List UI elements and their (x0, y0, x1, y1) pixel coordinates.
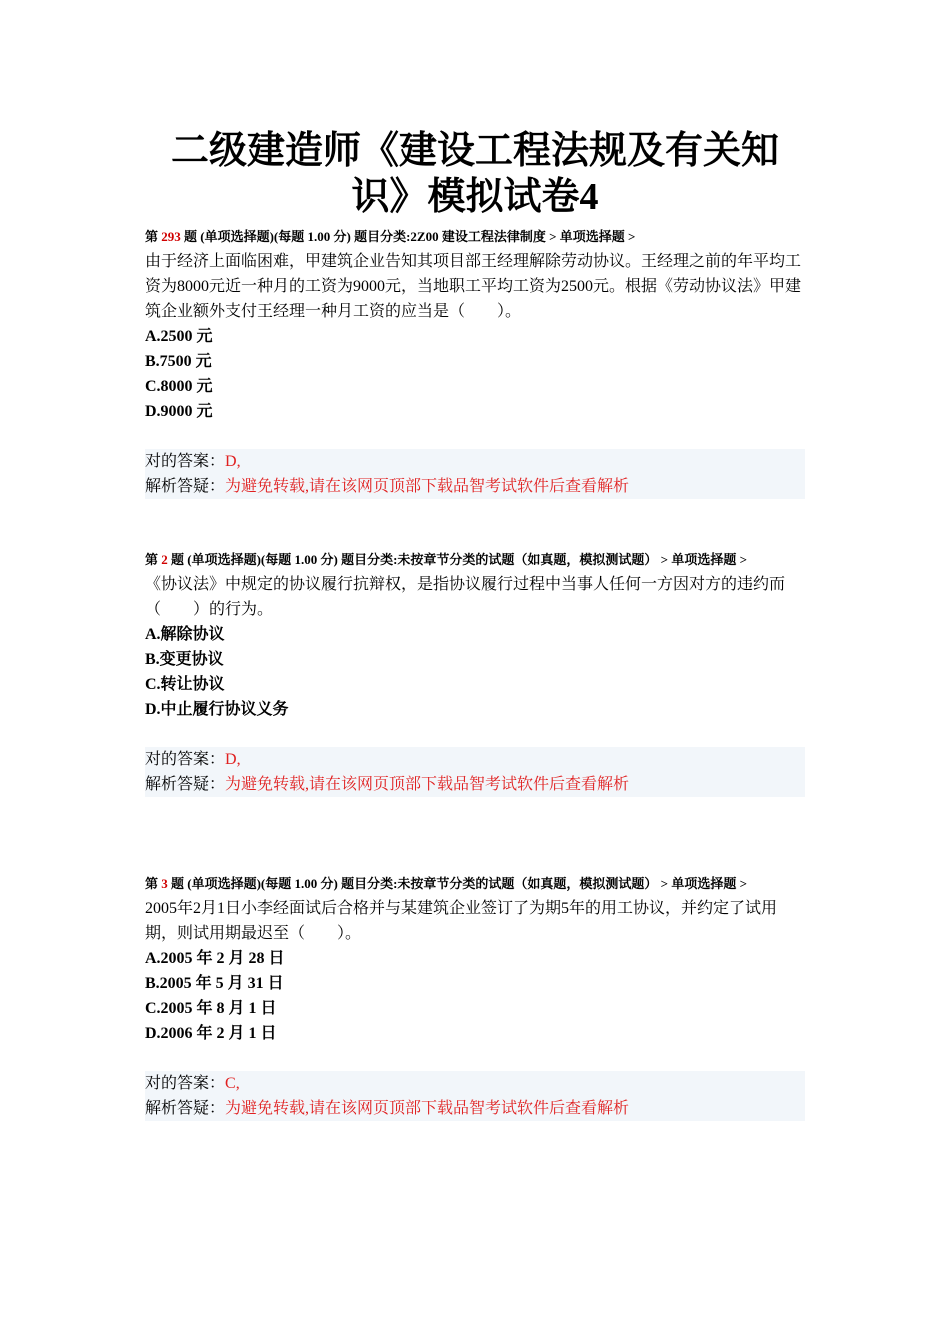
page-title (0, 128, 950, 220)
question-stem: 由于经济上面临困难，甲建筑企业告知其项目部王经理解除劳动协议。王经理之前的年平均工资为8000元近一种月的工资为9000元，当地职工平均工资为2500元。根据《劳动协议法》甲建筑企业额外支付王经理一种月工资的应当是（ ）。 (145, 253, 802, 320)
meta-text: 题 (单项选择题)(每题 1.00 分) 题目分类:未按章节分类的试题（如真题，模拟测试题） > 单项选择题 > (171, 552, 747, 567)
analysis-label: 解析答疑： (145, 776, 226, 793)
answer-label: 对的答案： (145, 1075, 226, 1092)
answer-line (145, 1071, 805, 1096)
question-3 (145, 871, 805, 1121)
option-a: A.解除协议 (145, 626, 225, 643)
analysis-label: 解析答疑： (145, 1100, 226, 1117)
answer-value: D, (225, 453, 241, 470)
question-stem: 《协议法》中规定的协议履行抗辩权，是指协议履行过程中当事人任何一方因对方的违约而（ ）的行为。 (145, 576, 786, 618)
question-number: 3 (161, 876, 168, 891)
answer-box (145, 1071, 805, 1121)
analysis-value: 为避免转载,请在该网页顶部下载品智考试软件后查看解析 (225, 1100, 630, 1117)
analysis-line (145, 772, 805, 797)
question-meta (145, 547, 805, 572)
question-number: 2 (161, 552, 168, 567)
answer-value: D, (225, 751, 241, 768)
meta-text: 题 (单项选择题)(每题 1.00 分) 题目分类:未按章节分类的试题（如真题，模拟测试题） > 单项选择题 > (171, 876, 747, 891)
question-meta (145, 871, 805, 896)
option-b: B.2005 年 5 月 31 日 (145, 975, 284, 992)
meta-text: 题 (单项选择题)(每题 1.00 分) 题目分类:2Z00 建设工程法律制度 > 单项选择题 > (184, 229, 636, 244)
title-line-1: 二级建造师《建设工程法规及有关知 (170, 130, 779, 172)
option-d: D.2006 年 2 月 1 日 (145, 1025, 277, 1042)
option-a: A.2500 元 (145, 328, 213, 345)
option-b: B.7500 元 (145, 353, 212, 370)
question-2 (145, 547, 805, 797)
answer-line (145, 449, 805, 474)
analysis-value: 为避免转载,请在该网页顶部下载品智考试软件后查看解析 (225, 478, 630, 495)
option-d: D.中止履行协议义务 (145, 701, 289, 718)
option-c: C.2005 年 8 月 1 日 (145, 1000, 277, 1017)
answer-value: C, (225, 1075, 240, 1092)
option-b: B.变更协议 (145, 651, 224, 668)
question-meta (145, 224, 805, 249)
question-stem: 2005年2月1日小李经面试后合格并与某建筑企业签订了为期5年的用工协议，并约定了试用期，则试用期最迟至（ ）。 (145, 900, 778, 942)
analysis-label: 解析答疑： (145, 478, 226, 495)
meta-prefix: 第 (145, 229, 159, 244)
answer-label: 对的答案： (145, 751, 226, 768)
analysis-line (145, 1096, 805, 1121)
question-number: 293 (161, 229, 181, 244)
answer-line (145, 747, 805, 772)
answer-box (145, 449, 805, 499)
analysis-value: 为避免转载,请在该网页顶部下载品智考试软件后查看解析 (225, 776, 630, 793)
meta-prefix: 第 (145, 876, 159, 891)
option-d: D.9000 元 (145, 403, 213, 420)
meta-prefix: 第 (145, 552, 159, 567)
answer-box (145, 747, 805, 797)
analysis-line (145, 474, 805, 499)
option-a: A.2005 年 2 月 28 日 (145, 950, 285, 967)
title-line-2: 识》模拟试卷4 (351, 176, 599, 218)
answer-label: 对的答案： (145, 453, 226, 470)
option-c: C.转让协议 (145, 676, 225, 693)
question-1 (145, 224, 805, 499)
option-c: C.8000 元 (145, 378, 213, 395)
